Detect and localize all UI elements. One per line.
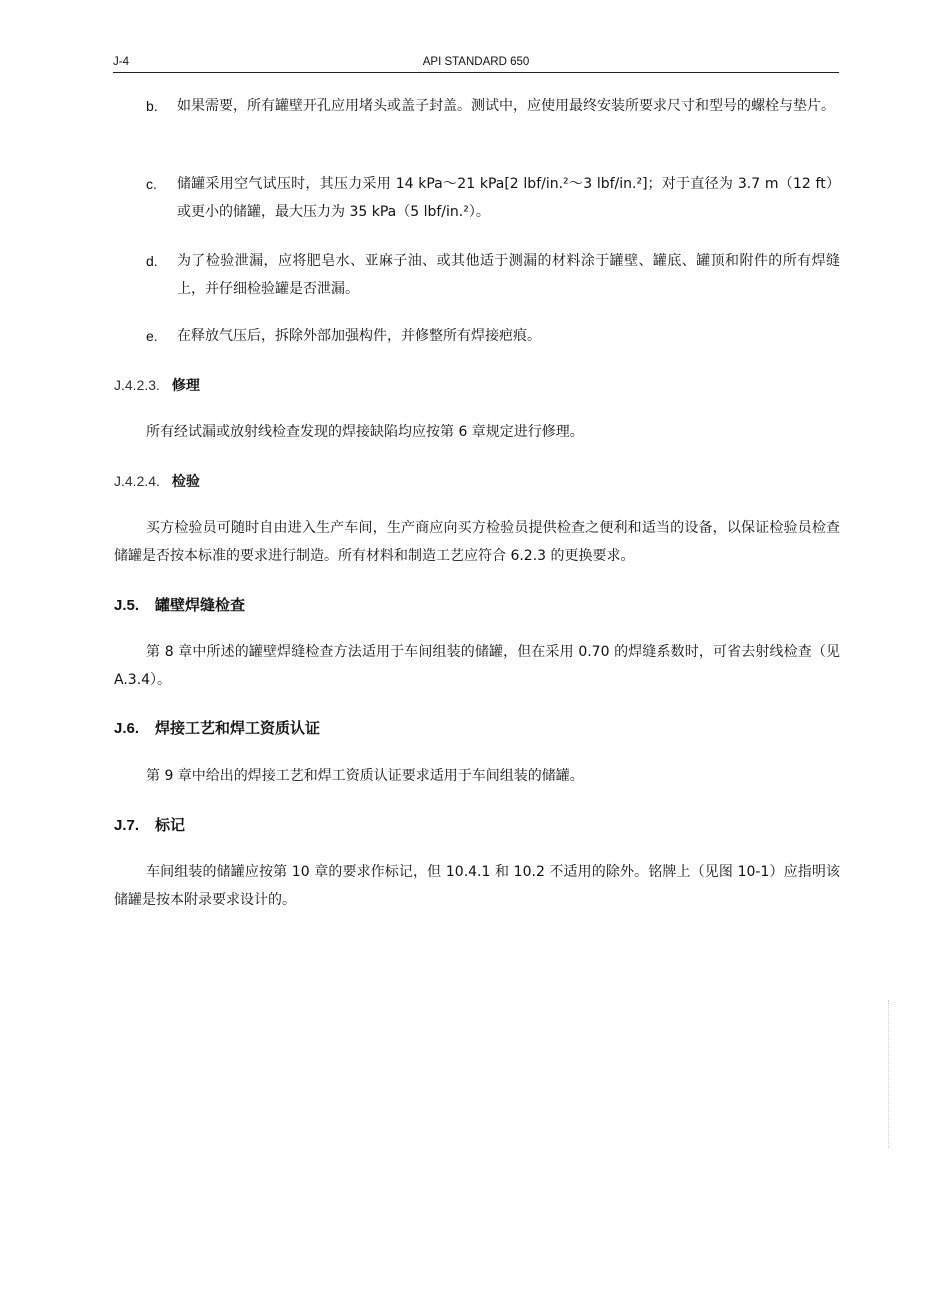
section-number: J.7.	[114, 817, 140, 834]
section-heading-j5	[114, 595, 245, 616]
section-title: 罐壁焊缝检查	[155, 596, 246, 614]
subsection-number: J.4.2.3.	[114, 377, 160, 393]
section-body-j6: 第 9 章中给出的焊接工艺和焊工资质认证要求适用于车间组装的储罐。	[146, 768, 584, 784]
section-title: 焊接工艺和焊工资质认证	[155, 719, 321, 737]
section-heading-j7	[114, 815, 185, 836]
section-heading-j6	[114, 718, 320, 739]
subsection-number: J.4.2.4.	[114, 473, 160, 489]
subsection-body-j423: 所有经试漏或放射线检查发现的焊接缺陷均应按第 6 章规定进行修理。	[146, 424, 584, 440]
list-marker: d.	[146, 253, 158, 269]
list-marker: e.	[146, 328, 158, 344]
list-item-text: 储罐采用空气试压时，其压力采用 14 kPa～21 kPa[2 lbf/in.²～3 lbf/in.²]；对于直径为 3.7 m（12 ft）或更小的储罐，最大压力为 35 kPa（5 lbf/in.²）。	[177, 176, 840, 220]
list-item-b	[146, 92, 840, 120]
list-item-text: 如果需要，所有罐壁开孔应用堵头或盖子封盖。测试中，应使用最终安装所要求尺寸和型号的螺栓与垫片。	[177, 98, 835, 114]
section-body-j7: 车间组装的储罐应按第 10 章的要求作标记，但 10.4.1 和 10.2 不适用的除外。铭牌上（见图 10-1）应指明该储罐是按本附录要求设计的。	[114, 864, 840, 908]
list-item-text: 为了检验泄漏，应将肥皂水、亚麻子油、或其他适于测漏的材料涂于罐壁、罐底、罐顶和附件的所有焊缝上，并仔细检验罐是否泄漏。	[177, 253, 840, 297]
page-number: J-4	[113, 56, 129, 68]
list-item-text: 在释放气压后，拆除外部加强构件，并修整所有焊接疤痕。	[177, 328, 541, 344]
section-number: J.5.	[114, 597, 140, 614]
list-marker: b.	[146, 98, 158, 114]
subsection-title: 修理	[171, 378, 200, 394]
page-header	[113, 54, 839, 73]
section-number: J.6.	[114, 720, 140, 737]
margin-scan-marks	[888, 1000, 893, 1148]
subsection-heading-j423	[114, 375, 200, 396]
list-item-e	[146, 322, 840, 350]
header-title: API STANDARD 650	[422, 56, 530, 68]
list-marker: c.	[146, 176, 157, 192]
list-item-c	[146, 170, 840, 226]
section-body-j5: 第 8 章中所述的罐壁焊缝检查方法适用于车间组装的储罐，但在采用 0.70 的焊缝系数时，可省去射线检查（见 A.3.4）。	[114, 644, 840, 688]
subsection-title: 检验	[171, 474, 200, 490]
list-item-d	[146, 247, 840, 303]
subsection-body-j424: 买方检验员可随时自由进入生产车间，生产商应向买方检验员提供检查之便利和适当的设备，以保证检验员检查储罐是否按本标准的要求进行制造。所有材料和制造工艺应符合 6.2.3 的更换要求。	[114, 520, 840, 564]
section-title: 标记	[155, 816, 186, 834]
subsection-heading-j424	[114, 471, 200, 492]
